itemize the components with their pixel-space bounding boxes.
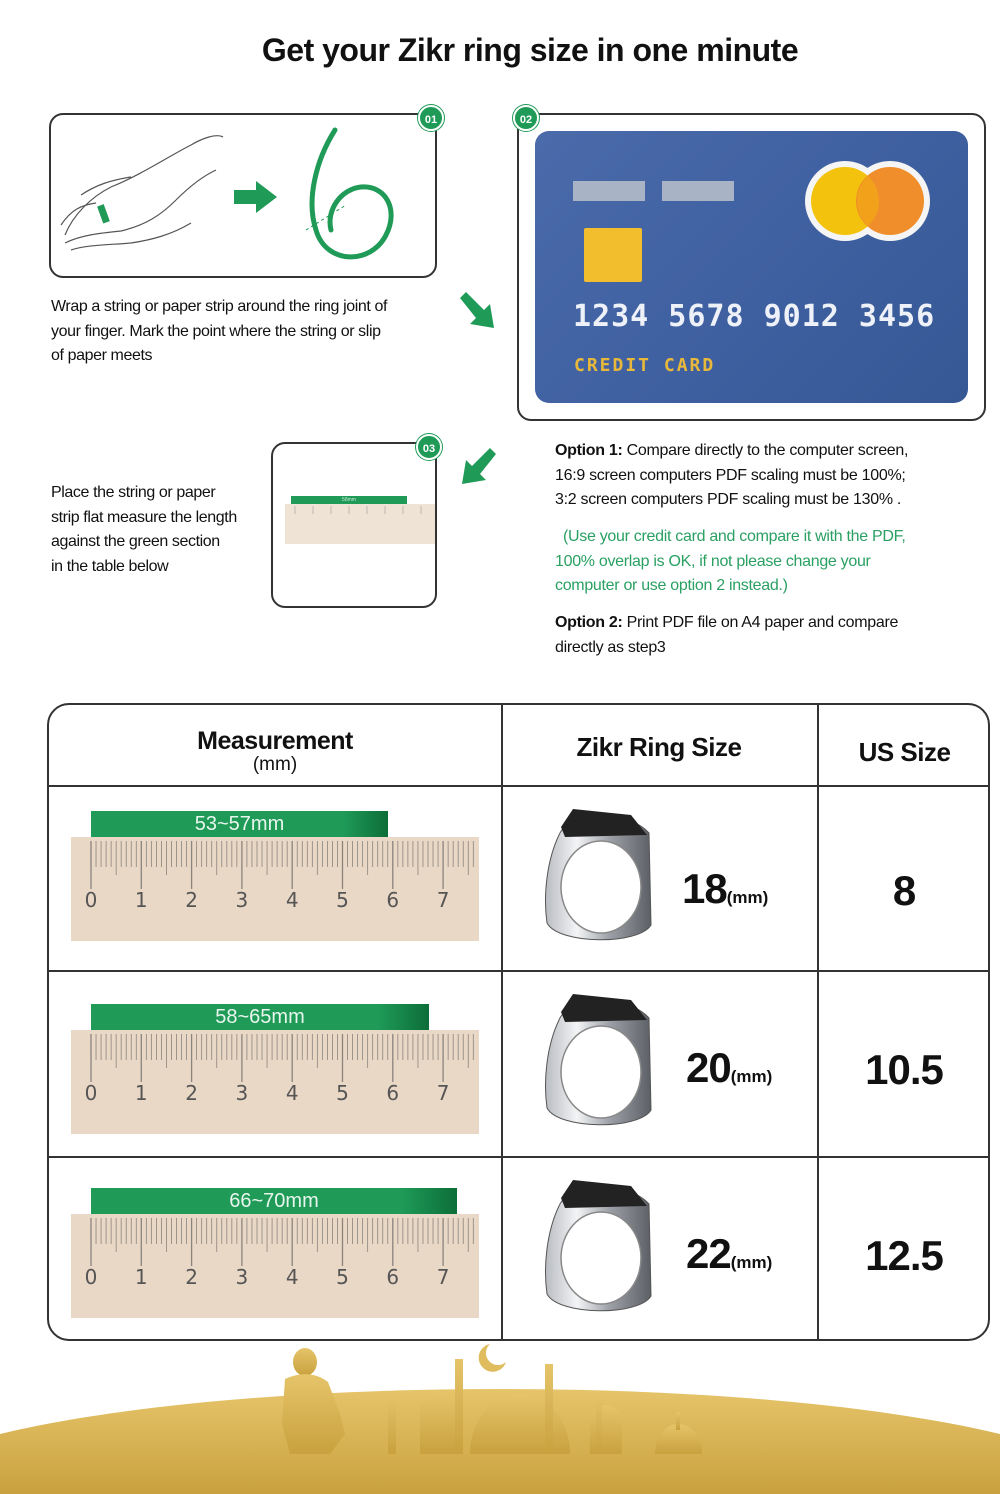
- ring-size-value: 22(mm): [686, 1230, 773, 1277]
- table-row: [49, 972, 988, 1155]
- ruler-number: 5: [336, 1081, 349, 1105]
- measurement-strip: 58~65mm: [91, 1004, 429, 1030]
- ring-icon: [539, 805, 659, 945]
- ruler-number: 7: [436, 888, 450, 912]
- crescent-icon: [479, 1344, 506, 1372]
- ring-icon: [539, 990, 659, 1130]
- ruler-number: 7: [436, 1265, 450, 1289]
- ruler: [71, 1214, 481, 1324]
- small-green-strip: 58mm: [291, 496, 407, 505]
- ruler-number: 1: [134, 1265, 148, 1289]
- arrow-down-right-icon: [458, 292, 498, 332]
- us-size-value: 10.5: [865, 1046, 943, 1093]
- ruler-number: 6: [386, 1265, 400, 1289]
- ruler-number: 3: [235, 1265, 249, 1289]
- ruler-number: 4: [285, 1081, 299, 1105]
- step3-illustration: [271, 442, 437, 608]
- small-ruler: [285, 504, 435, 544]
- ruler-number: 2: [185, 1265, 198, 1289]
- ruler-number: 1: [134, 1081, 148, 1105]
- ruler-number: 5: [336, 1265, 349, 1289]
- ruler-number: 0: [84, 888, 98, 912]
- ruler-number: 5: [336, 888, 349, 912]
- card-chip-icon: [584, 228, 642, 282]
- step3-text: Place the string or paper strip flat measure the length against the green section in the table below: [51, 484, 237, 575]
- ruler-number: 1: [134, 888, 148, 912]
- option1-note: (Use your credit card and compare it with the PDF, 100% overlap is OK, if not please change your computer or use option 2 instead.): [555, 528, 906, 594]
- option2: Option 2: Print PDF file on A4 paper and compare directly as step3: [555, 614, 899, 656]
- ruler-number: 6: [386, 1081, 400, 1105]
- header-measurement: Measurement (mm): [197, 727, 353, 775]
- ruler-number: 0: [84, 1265, 98, 1289]
- ruler: [71, 837, 481, 947]
- size-table: [47, 703, 990, 1341]
- step2-badge: 02: [513, 105, 539, 131]
- arrow-down-left-icon: [458, 448, 498, 488]
- credit-card: [535, 131, 968, 403]
- ruler: [71, 1030, 481, 1140]
- table-row: [49, 1158, 988, 1341]
- us-size-value: 12.5: [865, 1232, 943, 1279]
- table-row: [49, 787, 988, 970]
- measurement-strip: 66~70mm: [91, 1188, 457, 1214]
- card-stripe-2: [662, 181, 734, 201]
- card-stripe-1: [573, 181, 645, 201]
- ruler-number: 4: [285, 888, 299, 912]
- us-size-value: 8: [892, 867, 916, 914]
- ring-size-value: 18(mm): [682, 865, 769, 912]
- step1-illustration: [49, 113, 437, 278]
- page-title: Get your Zikr ring size in one minute: [261, 32, 799, 68]
- step3-badge: 03: [416, 434, 442, 460]
- ruler-number: 4: [285, 1265, 299, 1289]
- card-number: 1234 5678 9012 3456: [573, 299, 936, 334]
- ruler-number: 6: [386, 888, 400, 912]
- mosque-silhouette-illustration: [0, 1334, 1000, 1494]
- step1-text: Wrap a string or paper strip around the ring joint of your finger. Mark the point where the string or slip of paper meets: [51, 298, 388, 364]
- ruler-number: 2: [185, 888, 198, 912]
- ruler-number: 0: [84, 1081, 98, 1105]
- ruler-number: 3: [235, 888, 249, 912]
- right-arrow-icon: [234, 181, 277, 213]
- option1: Option 1: Compare directly to the computer screen, 16:9 screen computers PDF scaling must be 100%; 3:2 screen computers PDF scaling must be 130% .: [555, 442, 909, 508]
- ring-icon: [539, 1176, 659, 1316]
- header-ring-size: Zikr Ring Size: [576, 732, 742, 762]
- ruler-number: 3: [235, 1081, 249, 1105]
- hand-wrap-icon: [51, 115, 439, 280]
- ruler-number: 2: [185, 1081, 198, 1105]
- card-label: CREDIT CARD: [574, 355, 716, 376]
- step1-badge: 01: [418, 105, 444, 131]
- header-us-size: US Size: [858, 737, 951, 767]
- ring-size-value: 20(mm): [686, 1044, 773, 1091]
- ruler-number: 7: [436, 1081, 450, 1105]
- measurement-strip: 53~57mm: [91, 811, 388, 837]
- card-brand-logo: [798, 156, 938, 246]
